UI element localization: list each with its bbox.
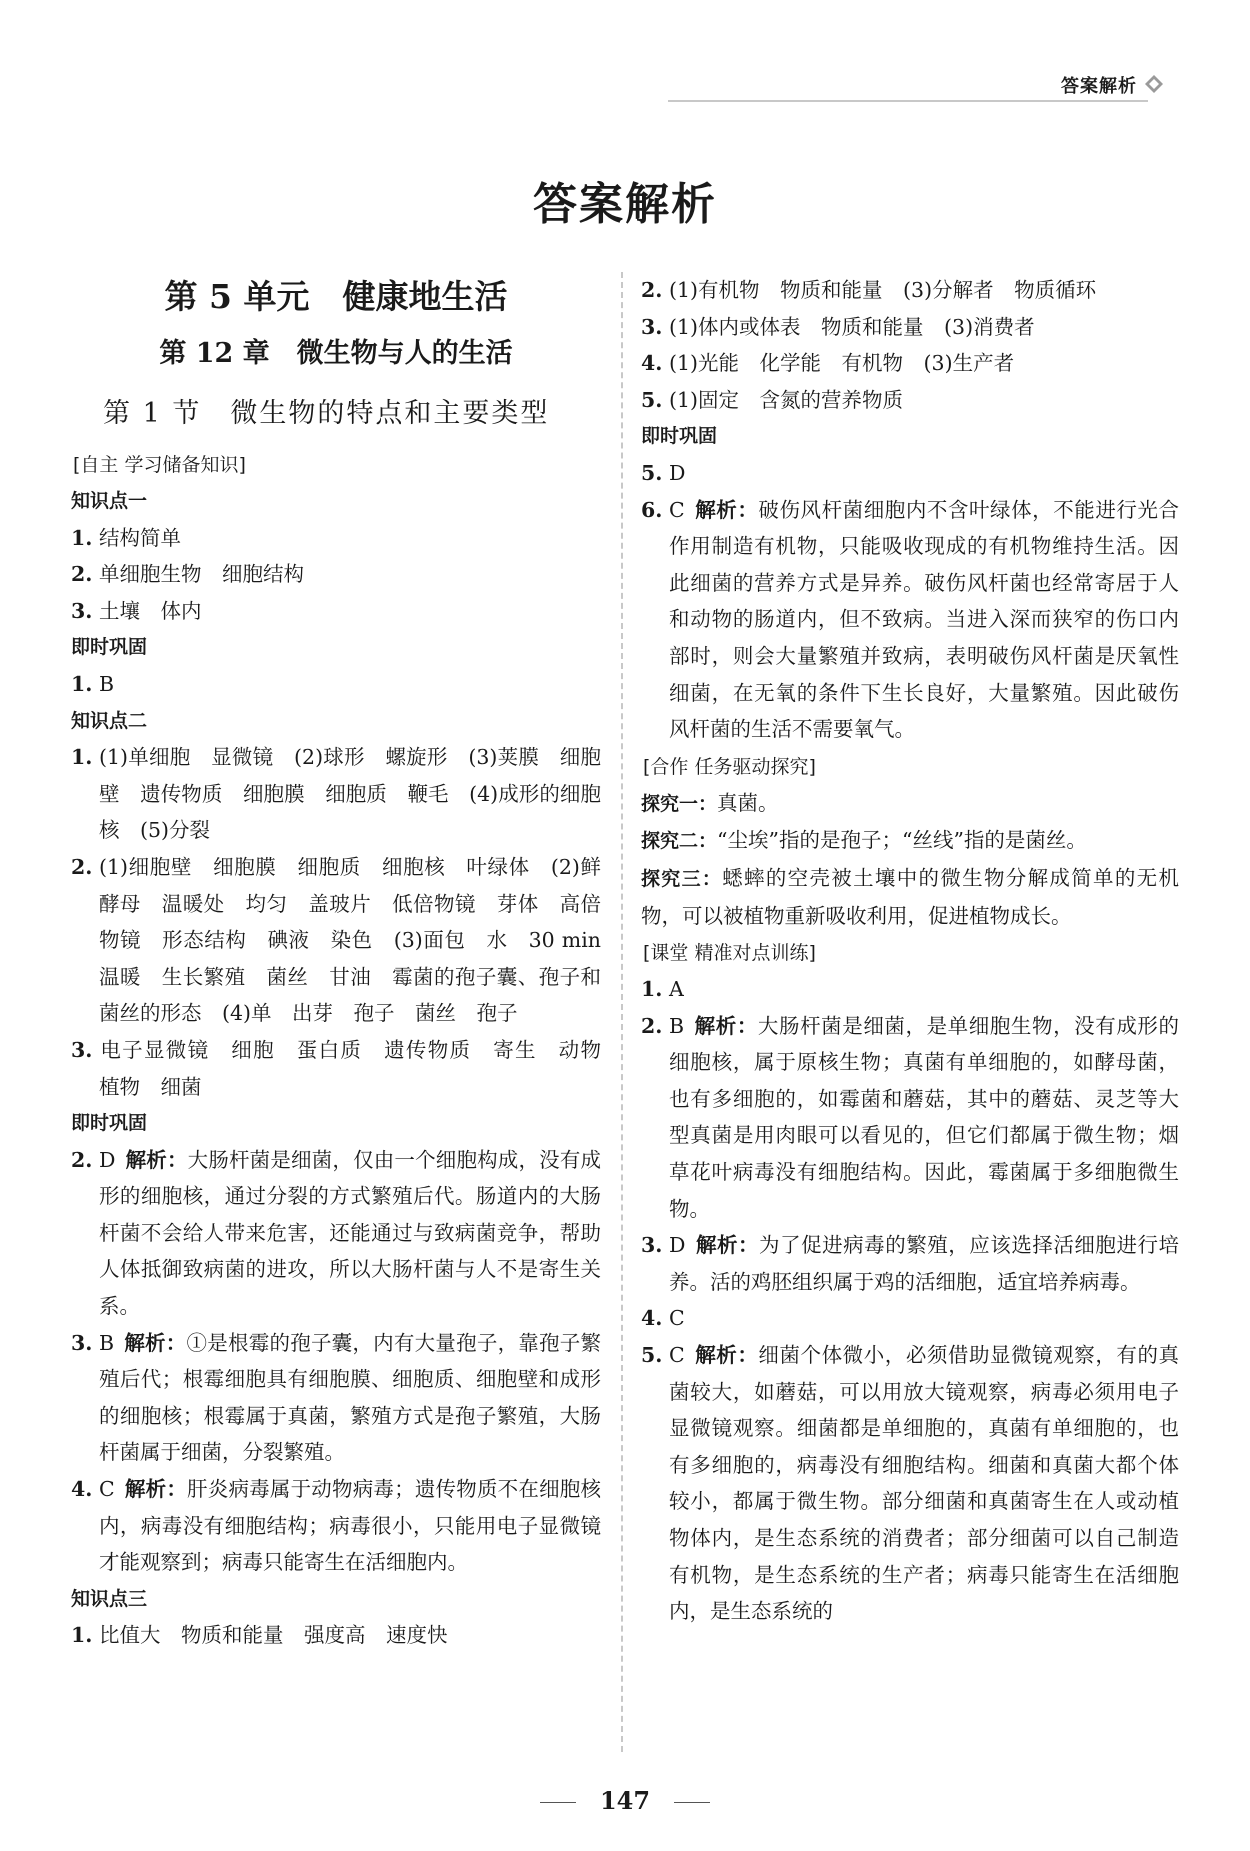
item-number: 4. [641,1306,663,1331]
answer-item [641,455,1179,492]
answer-item [641,971,1179,1008]
knowledge-point-heading: 知识点一 [71,490,148,512]
answer-item [641,1300,1179,1337]
item-number: 4. [71,1477,93,1502]
exploration-item [641,822,1179,860]
answer-item [641,1008,1179,1228]
header-rule [668,100,1148,102]
item-number: 2. [71,562,93,587]
answer-item [71,1325,601,1471]
right-column [641,272,1179,1630]
item-text: C [669,1306,685,1331]
item-text: 肝炎病毒属于动物病毒；遗传物质不在细胞核内，病毒没有细胞结构；病毒很小，只能用电子显微镜才能观察到；病毒只能寄生在活细胞内。 [99,1477,602,1575]
item-number: 5. [641,460,663,485]
item-text: 为了促进病毒的繁殖，应该选择活细胞进行培养。活的鸡胚组织属于鸡的活细胞，适宜培养病毒。 [669,1233,1180,1294]
item-text: A [669,977,684,1002]
answer-item [641,1227,1179,1300]
item-number: 1. [641,977,663,1002]
answer-item [71,593,601,630]
analysis-label: 解析： [694,497,759,522]
item-answer: D [669,1233,686,1258]
item-answer: B [99,1330,115,1355]
item-text: (1)光能 化学能 有机物 (3)生产者 [669,351,1015,376]
analysis-label: 解析： [124,1477,188,1502]
item-text: 土壤 体内 [99,598,202,623]
exploration-item [641,860,1179,934]
page-number-text: 147 [599,1786,651,1815]
item-number: 3. [71,1037,93,1062]
item-number: 5. [641,387,663,412]
exploration-item [641,785,1179,823]
section-title: 第 1 节 微生物的特点和主要类型 [103,398,550,429]
item-number: 4. [641,351,663,376]
answer-item [71,739,601,849]
item-text: ①是根霉的孢子囊，内有大量孢子，靠孢子繁殖后代；根霉细胞具有细胞膜、细胞质、细胞壁和成形的细胞核；根霉属于真菌，繁殖方式是孢子繁殖，大肠杆菌属于细菌，分裂繁殖。 [99,1330,602,1465]
analysis-label: 解析： [694,1343,759,1368]
item-number: 1. [71,1623,93,1648]
item-answer: C [669,497,685,522]
item-text: 大肠杆菌是细菌，是单细胞生物，没有成形的细胞核，属于原核生物；真菌有单细胞的，如酵母菌，也有多细胞的，如霉菌和蘑菇，其中的蘑菇、灵芝等大型真菌是用肉眼可以看见的，但它们都属于微生物；烟草花叶病毒没有细胞结构。因此，霉菌属于多细胞微生物。 [669,1013,1180,1221]
answer-item [71,1471,601,1581]
item-answer: B [669,1013,685,1038]
item-number: 2. [641,1013,663,1038]
practice-heading: 即时巩固 [71,1112,148,1135]
knowledge-point-heading: 知识点三 [71,1587,148,1610]
item-text: 细菌个体微小，必须借助显微镜观察，有的真菌较大，如蘑菇，可以用放大镜观察，病毒必须用电子显微镜观察。细菌都是单细胞的，真菌有单细胞的，也有多细胞的，病毒没有细胞结构。细菌和真菌大都个体较小，都属于微生物。部分细菌和真菌寄生在人或动植物体内，是生态系统的消费者；部分细菌可以自己制造有机物，是生态系统的生产者；病毒只能寄生在活细胞内，是生态系统的 [669,1343,1180,1624]
item-text: “尘埃”指的是孢子；“丝线”指的是菌丝。 [717,828,1087,853]
chapter-title: 第 12 章 微生物与人的生活 [159,338,513,369]
item-number: 5. [641,1343,663,1368]
item-text: (1)细胞壁 细胞膜 细胞质 细胞核 叶绿体 (2)鲜酵母 温暖处 均匀 盖玻片 低倍物镜 芽体 高倍物镜 形态结构 碘液 染色 (3)面包 水 30 min 温暖 生长繁殖 菌丝 甘油 霉菌的孢子囊、孢子和菌丝的形态 (4)单 出芽 孢子 菌丝 孢子 [99,854,622,1026]
answer-item [71,666,601,703]
answer-item [641,309,1179,346]
item-text: 结构简单 [99,525,181,550]
tag-self-study: [ 自主 学习储备知识 ] [71,451,248,479]
exploration-label: 探究三： [641,867,723,890]
item-number: 3. [71,1330,93,1355]
item-text: 电子显微镜 细胞 蛋白质 遗传物质 寄生 动物 植物 细菌 [99,1037,622,1099]
item-text: B [99,671,115,696]
diamond-icon [1144,74,1164,94]
answer-item [71,1617,601,1654]
item-number: 3. [641,314,663,339]
analysis-label: 解析： [695,1233,760,1258]
exploration-label: 探究一： [641,792,718,815]
item-answer: D [99,1147,116,1172]
answer-item [641,1337,1179,1630]
item-number: 1. [71,525,93,550]
unit-title: 第 5 单元 健康地生活 [164,277,508,316]
header-label: 答案解析 [1061,76,1137,97]
item-text: 比值大 物质和能量 强度高 速度快 [99,1623,448,1648]
column-divider [621,272,623,1752]
item-text: (1)单细胞 显微镜 (2)球形 螺旋形 (3)荚膜 细胞壁 遗传物质 细胞膜 细胞质 鞭毛 (4)成形的细胞核 (5)分裂 [99,745,601,843]
answer-item [641,492,1179,748]
practice-heading: 即时巩固 [71,636,148,659]
left-column [71,272,622,1654]
item-number: 2. [71,1147,93,1172]
analysis-label: 解析： [125,1147,188,1172]
item-text: 破伤风杆菌细胞内不含叶绿体，不能进行光合作用制造有机物，只能吸收现成的有机物维持生活。因此细菌的营养方式是异养。破伤风杆菌也经常寄居于人和动物的肠道内，但不致病。当进入深而狭窄的伤口内部时，则会大量繁殖并致病，表明破伤风杆菌是厌氧性细菌，在无氧的条件下生长良好，大量繁殖。因此破伤风杆菌的生活不需要氧气。 [669,497,1180,742]
item-text: D [669,460,686,485]
answer-item [641,382,1179,419]
item-answer: C [669,1343,685,1368]
answer-item [641,272,1179,309]
answer-item [641,345,1179,382]
answer-item [71,520,601,557]
item-text: (1)有机物 物质和能量 (3)分解者 物质循环 [669,278,1097,302]
practice-heading: 即时巩固 [641,425,718,448]
answer-item [71,556,601,593]
item-number: 3. [71,598,93,623]
item-text: 单细胞生物 细胞结构 [99,562,304,587]
answer-item [71,1142,601,1325]
item-answer: C [99,1477,115,1502]
tag-cooperation: [ 合作 任务驱动探究 ] [641,753,818,781]
answer-item [71,1032,622,1105]
item-number: 3. [641,1233,663,1258]
page-title: 答案解析 [533,179,717,230]
page-number [0,1786,1250,1815]
item-number: 6. [641,497,663,522]
analysis-label: 解析： [694,1013,758,1038]
item-text: (1)固定 含氮的营养物质 [669,387,904,412]
knowledge-point-heading: 知识点二 [71,709,148,732]
item-text: 真菌。 [717,790,779,815]
item-text: 大肠杆菌是细菌，仅由一个细胞构成，没有成形的细胞核，通过分裂的方式繁殖后代。肠道内的大肠杆菌不会给人带来危害，还能通过与致病菌竞争，帮助人体抵御致病菌的进攻，所以大肠杆菌与人不是寄生关系。 [99,1147,602,1319]
answer-item [71,849,622,1032]
item-number: 1. [71,671,93,696]
item-number: 2. [71,854,93,879]
analysis-label: 解析： [124,1330,187,1355]
exploration-label: 探究二： [641,830,718,853]
item-text: (1)体内或体表 物质和能量 (3)消费者 [669,314,1035,339]
tag-classroom: [ 课堂 精准对点训练 ] [641,939,818,967]
item-text: 蟋蟀的空壳被土壤中的微生物分解成简单的无机物，可以被植物重新吸收利用，促进植物成长。 [641,865,1179,928]
item-number: 2. [641,278,663,302]
item-number: 1. [71,745,93,770]
